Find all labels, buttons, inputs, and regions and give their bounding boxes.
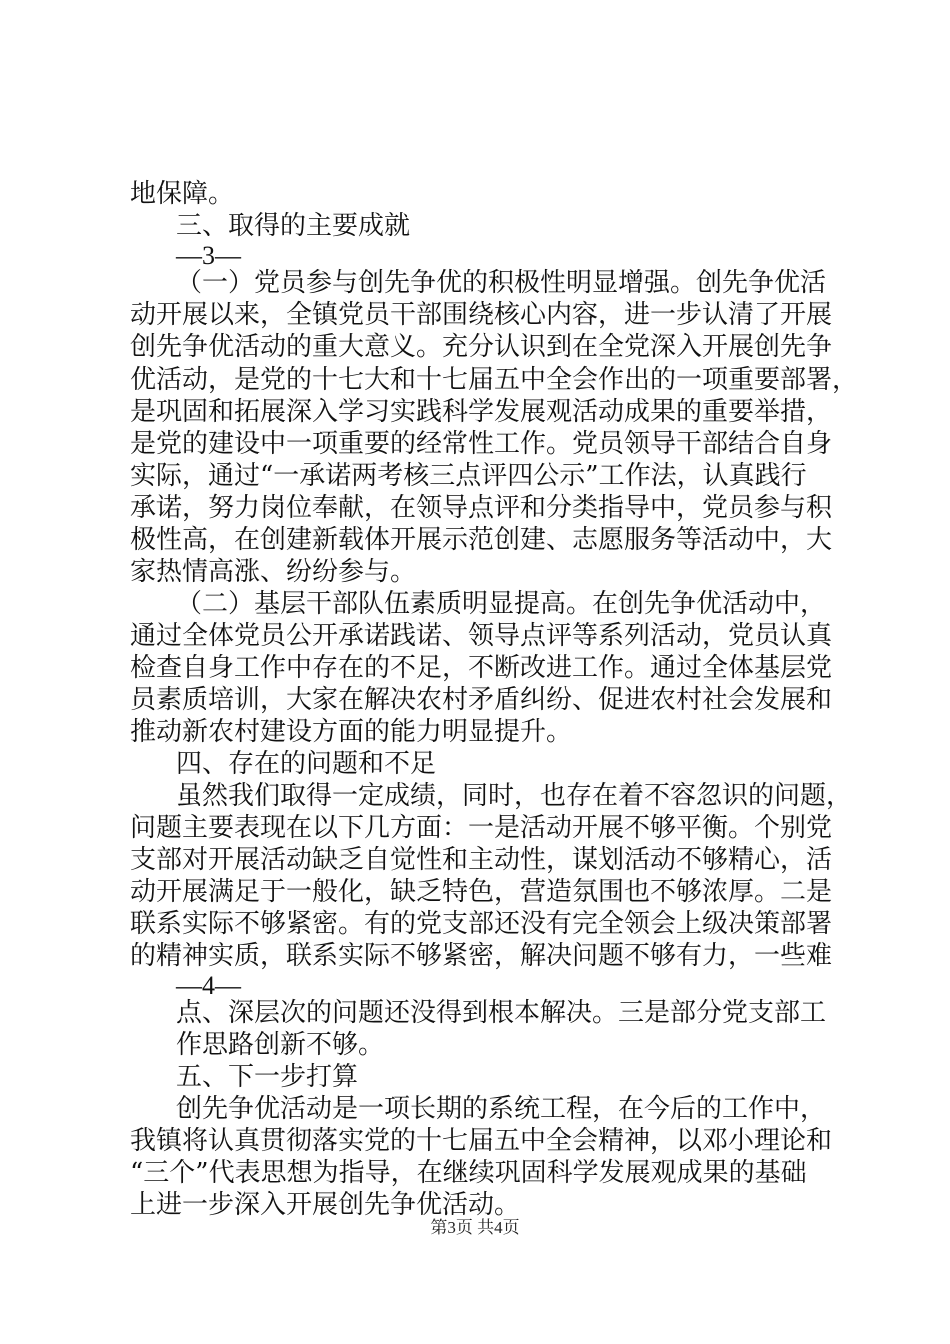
- body-text-line: 我镇将认真贯彻落实党的十七届五中全会精神，以邓小理论和: [130, 1126, 833, 1156]
- body-text-line: 虽然我们取得一定成绩，同时，也存在着不容忽识的问题，: [176, 781, 853, 811]
- body-text-line: 作思路创新不够。: [176, 1030, 385, 1060]
- body-text-line: 是党的建设中一项重要的经常性工作。党员领导干部结合自身: [130, 429, 833, 459]
- body-text-line: 家热情高涨、纷纷参与。: [130, 557, 417, 587]
- body-text-line: 创先争优活动是一项长期的系统工程，在今后的工作中，: [176, 1094, 827, 1124]
- body-text-line: 地保障。: [130, 179, 235, 209]
- body-text-line: 承诺，努力岗位奉献，在领导点评和分类指导中，党员参与积: [130, 493, 833, 523]
- body-text-line: 联系实际不够紧密。有的党支部还没有完全领会上级决策部署: [130, 909, 833, 939]
- body-text-line: 上进一步深入开展创先争优活动。: [130, 1190, 521, 1220]
- body-text-line: 是巩固和拓展深入学习实践科学发展观活动成果的重要举措，: [130, 397, 833, 427]
- body-text-line: 员素质培训，大家在解决农村矛盾纠纷、促进农村社会发展和: [130, 685, 833, 715]
- body-text-line: 问题主要表现在以下几方面：一是活动开展不够平衡。个别党: [130, 813, 833, 843]
- page-number-marker: —4—: [176, 971, 241, 1000]
- page-footer: 第3页 共4页: [430, 1218, 520, 1237]
- body-text-line: （一）党员参与创先争优的积极性明显增强。创先争优活: [176, 268, 827, 298]
- body-text-line: 检查自身工作中存在的不足，不断改进工作。通过全体基层党: [130, 653, 833, 683]
- body-text-line: 优活动，是党的十七大和十七届五中全会作出的一项重要部署，: [130, 365, 859, 395]
- body-text-line: 通过全体党员公开承诺践诺、领导点评等系列活动，党员认真: [130, 621, 833, 651]
- body-text-line: 推动新农村建设方面的能力明显提升。: [130, 717, 573, 747]
- body-text-line: 的精神实质，联系实际不够紧密，解决问题不够有力，一些难: [130, 941, 833, 971]
- body-text-line: 创先争优活动的重大意义。充分认识到在全党深入开展创先争: [130, 332, 833, 362]
- body-text-line: 支部对开展活动缺乏自觉性和主动性，谋划活动不够精心，活: [130, 845, 833, 875]
- body-text-line: 动开展以来，全镇党员干部围绕核心内容，进一步认清了开展: [130, 300, 833, 330]
- body-text-line: 实际，通过“一承诺两考核三点评四公示”工作法，认真践行: [130, 461, 807, 491]
- section-heading-achievements: 三、取得的主要成就: [176, 211, 411, 241]
- page-number-marker: —3—: [176, 241, 241, 270]
- section-heading-next-steps: 五、下一步打算: [176, 1062, 359, 1092]
- body-text-line: （二）基层干部队伍素质明显提高。在创先争优活动中，: [176, 589, 827, 619]
- body-text-line: 极性高，在创建新载体开展示范创建、志愿服务等活动中，大: [130, 525, 833, 555]
- body-text-line: 动开展满足于一般化，缺乏特色，营造氛围也不够浓厚。二是: [130, 877, 833, 907]
- section-heading-problems: 四、存在的问题和不足: [176, 749, 437, 779]
- body-text-line: “三个”代表思想为指导，在继续巩固科学发展观成果的基础: [130, 1158, 807, 1188]
- body-text-line: 点、深层次的问题还没得到根本解决。三是部分党支部工: [176, 998, 827, 1028]
